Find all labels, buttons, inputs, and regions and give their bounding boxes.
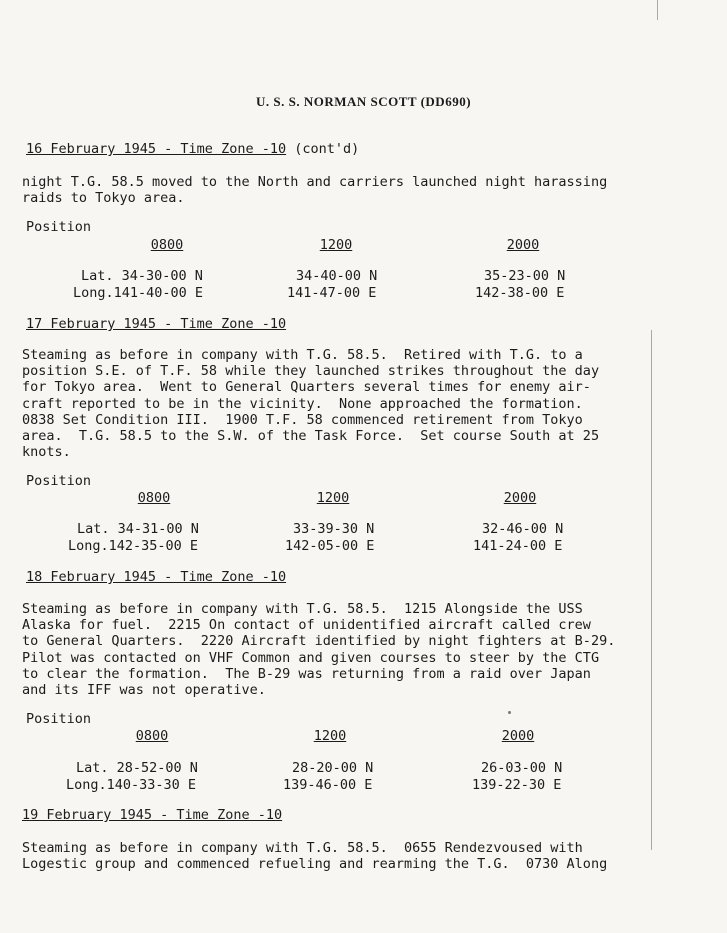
section-date: 16 February 1945 - Time Zone -10 (26, 141, 287, 157)
time-header: 2000 (501, 728, 535, 744)
long-value: 139-46-00 E (283, 777, 373, 793)
long-value: 139-22-30 E (472, 777, 562, 793)
section-heading (26, 569, 286, 585)
long-value: 142-05-00 E (285, 538, 375, 554)
time-header: 0800 (137, 490, 171, 506)
long-value: 142-38-00 E (475, 285, 565, 301)
section-heading (26, 141, 359, 157)
time-header: 0800 (135, 728, 169, 744)
document-title: U. S. S. NORMAN SCOTT (DD690) (255, 94, 472, 109)
position-label: Position (26, 711, 92, 727)
time-header: 2000 (506, 237, 540, 253)
time-header: 0800 (150, 237, 184, 253)
scan-speck (508, 711, 511, 714)
lat-value: 35-23-00 N (484, 268, 566, 284)
lat-value: Lat. 34-31-00 N (77, 521, 199, 537)
time-header: 1200 (313, 728, 347, 744)
lat-value: Lat. 28-52-00 N (76, 760, 198, 776)
long-value: Long.142-35-00 E (68, 538, 199, 554)
section-date: 17 February 1945 - Time Zone -10 (26, 316, 287, 332)
time-header: 1200 (316, 490, 350, 506)
section-text: Steaming as before in company with T.G. 58.5. 0655 Rendezvoused with Logestic group and commenced refueling and rearming the T.G. 0730 Along (22, 840, 608, 873)
section-date: 18 February 1945 - Time Zone -10 (26, 569, 287, 585)
lat-value: 28-20-00 N (292, 760, 374, 776)
time-header: 2000 (503, 490, 537, 506)
section-date: 19 February 1945 - Time Zone -10 (22, 807, 283, 823)
section-text: Steaming as before in company with T.G. 58.5. 1215 Alongside the USS Alaska for fuel. 2215 On contact of unidentified aircraft called crew to General Quarters. 2220 Aircraft identified by night fighters at B-29. Pilot was contacted on VHF Common and given courses to steer by the CTG to clear the formation. The B-29 was returning from a raid over Japan and its IFF was not operative. (22, 601, 616, 699)
section-text: night T.G. 58.5 moved to the North and carriers launched night harassing raids to Tokyo area. (22, 174, 608, 207)
section-suffix: (cont'd) (286, 141, 360, 157)
scan-edge-mark (657, 0, 658, 20)
lat-value: 34-40-00 N (296, 268, 378, 284)
section-heading (22, 807, 282, 823)
long-value: 141-47-00 E (287, 285, 377, 301)
lat-value: 33-39-30 N (293, 521, 375, 537)
lat-value: Lat. 34-30-00 N (81, 268, 203, 284)
long-value: Long.140-33-30 E (66, 777, 197, 793)
position-label: Position (26, 219, 92, 235)
lat-value: 32-46-00 N (482, 521, 564, 537)
position-label: Position (26, 473, 92, 489)
time-header: 1200 (319, 237, 353, 253)
section-heading (26, 316, 286, 332)
section-text: Steaming as before in company with T.G. 58.5. Retired with T.G. to a position S.E. of T.F. 58 while they launched strikes throughout the day for Tokyo area. Went to General Quarters several times for enemy air- craft reported to be in the vicinity. None approached the formation. 0838 Set Condition III. 1900 T.F. 58 commenced retirement from Tokyo area. T.G. 58.5 to the S.W. of the Task Force. Set course South at 25 knots. (22, 347, 600, 461)
lat-value: 26-03-00 N (481, 760, 563, 776)
long-value: 141-24-00 E (473, 538, 563, 554)
long-value: Long.141-40-00 E (73, 285, 204, 301)
